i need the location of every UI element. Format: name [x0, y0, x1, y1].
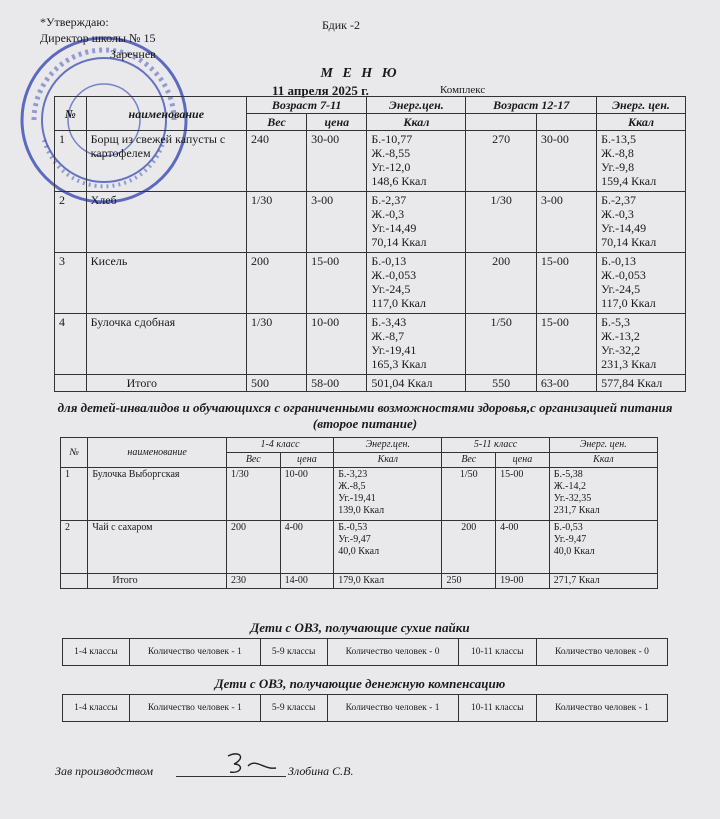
total-kcal2: 271,7 Ккал	[549, 574, 657, 589]
nutrient-line: Уг.-12,0	[371, 160, 411, 174]
nutrient-line: Б.-10,77	[371, 132, 413, 146]
row-num: 4	[55, 314, 87, 375]
grade-cell: 1-4 классы	[63, 695, 130, 722]
row-name: Булочка Выборгская	[88, 468, 227, 521]
row-weight1: 1/30	[246, 314, 306, 375]
table-row	[63, 639, 668, 666]
col-price1: цена	[307, 114, 367, 131]
count-cell: Количество человек - 1	[327, 695, 458, 722]
row-name: Чай с сахаром	[88, 521, 227, 574]
total-kcal2: 577,84 Ккал	[597, 375, 686, 392]
table-row	[55, 314, 686, 375]
row-num: 1	[61, 468, 88, 521]
nutrient-line: 40,0 Ккал	[553, 546, 595, 557]
row-num: 2	[61, 521, 88, 574]
compensation-title: Дети с ОВЗ, получающие денежную компенсацию	[214, 676, 506, 691]
row-price1: 30-00	[307, 131, 367, 192]
count-cell: Количество человек - 0	[536, 639, 667, 666]
row-price2: 3-00	[536, 192, 596, 253]
nutrient-line: Ж.-8,8	[601, 146, 634, 160]
nutrient-line: 70,14 Ккал	[371, 235, 427, 249]
row-weight2: 1/50	[466, 314, 536, 375]
total-price1: 14-00	[280, 574, 334, 589]
dry-rations-table	[62, 638, 668, 666]
total-weight2: 550	[466, 375, 536, 392]
nutrient-line: Б.-0,53	[338, 522, 368, 533]
row-weight1: 1/30	[226, 468, 280, 521]
col-energy1: Энерг.цен.	[334, 438, 442, 453]
table-row	[63, 695, 668, 722]
nutrient-line: Ж.-14,2	[553, 481, 586, 492]
nutrient-line: Б.-3,43	[371, 315, 407, 329]
nutrient-line: Ж.-0,053	[371, 268, 417, 282]
total-kcal1: 501,04 Ккал	[367, 375, 466, 392]
total-label: Итого	[88, 574, 227, 589]
compensation-table	[62, 694, 668, 722]
col-num: №	[55, 97, 87, 131]
approve-label: *Утверждаю:	[40, 15, 109, 29]
nutrient-line: Уг.-9,47	[338, 534, 371, 545]
nutrient-line: Б.-2,37	[371, 193, 407, 207]
col-num: №	[61, 438, 88, 468]
col-weight2	[466, 114, 536, 131]
total-price1: 58-00	[307, 375, 367, 392]
col-energy2: Энерг. цен.	[549, 438, 657, 453]
footer-role: Зав производством	[55, 764, 154, 778]
nutrient-line: Ж.-13,2	[601, 329, 640, 343]
nutrient-line: 159,4 Ккал	[601, 174, 657, 188]
row-energy1	[367, 192, 466, 253]
col-weight2: Вес	[442, 453, 496, 468]
col-name: наименование	[86, 97, 246, 131]
director-name: Заречнев	[110, 47, 156, 61]
row-price1: 3-00	[307, 192, 367, 253]
col-name: наименование	[88, 438, 227, 468]
nutrient-line: Б.-0,13	[601, 254, 636, 268]
nutrient-line: Уг.-9,47	[553, 534, 587, 545]
nutrient-line: 165,3 Ккал	[371, 357, 427, 371]
total-weight1: 500	[246, 375, 306, 392]
nutrient-line: Уг.-19,41	[371, 343, 417, 357]
row-energy2	[549, 521, 657, 574]
total-price2: 19-00	[496, 574, 550, 589]
approve-block	[40, 14, 156, 46]
nutrient-line: Б.-5,3	[601, 315, 630, 329]
nutrient-line: Уг.-32,2	[601, 343, 641, 357]
footer-signatory: Злобина С.В.	[288, 764, 354, 778]
total-price2: 63-00	[536, 375, 596, 392]
nutrient-line: Б.-2,37	[601, 193, 636, 207]
row-name: Булочка сдобная	[86, 314, 246, 375]
nutrient-line: Б.-13,5	[601, 132, 636, 146]
col-price1: цена	[280, 453, 334, 468]
row-weight2: 200	[466, 253, 536, 314]
row-weight1: 1/30	[246, 192, 306, 253]
handwritten-signature	[220, 748, 280, 778]
col-kcal2: Ккал	[597, 114, 686, 131]
row-weight2: 270	[466, 131, 536, 192]
total-label: Итого	[86, 375, 246, 392]
row-num: 3	[55, 253, 87, 314]
row-energy2	[597, 314, 686, 375]
table-total-row	[55, 375, 686, 392]
table-total-row	[61, 574, 658, 589]
nutrient-line: Б.-0,13	[371, 254, 407, 268]
main-menu-table	[54, 96, 686, 392]
nutrient-line: Ж.-8,5	[338, 481, 366, 492]
row-energy2	[597, 253, 686, 314]
nutrient-line: Уг.-9,8	[601, 160, 635, 174]
complex-label: Комплекс	[440, 84, 486, 96]
row-weight2: 1/50	[442, 468, 496, 521]
row-energy2	[597, 192, 686, 253]
nutrient-line: Б.-3,23	[338, 469, 368, 480]
row-name: Борщ из свежей капусты с картофелем	[86, 131, 246, 192]
nutrient-line: Ж.-0,053	[601, 268, 646, 282]
nutrient-line: Ж.-0,3	[601, 207, 634, 221]
count-cell: Количество человек - 1	[129, 695, 260, 722]
row-price1: 4-00	[280, 521, 334, 574]
table-row	[55, 192, 686, 253]
nutrient-line: 40,0 Ккал	[338, 546, 380, 557]
col-kcal1: Ккал	[367, 114, 466, 131]
nutrient-line: Уг.-24,5	[601, 282, 641, 296]
row-price1: 15-00	[307, 253, 367, 314]
col-energy1: Энерг.цен.	[367, 97, 466, 114]
col-weight1: Вес	[246, 114, 306, 131]
count-cell: Количество человек - 1	[536, 695, 667, 722]
nutrient-line: Ж.-8,7	[371, 329, 405, 343]
blank-number: Бдик -2	[322, 18, 360, 32]
col-age2: Возраст 12-17	[466, 97, 597, 114]
nutrient-line: Уг.-14,49	[371, 221, 417, 235]
table-row	[55, 253, 686, 314]
nutrient-line: 117,0 Ккал	[601, 296, 656, 310]
row-price2: 4-00	[496, 521, 550, 574]
col-kcal2: Ккал	[549, 453, 657, 468]
col-grade1: 1-4 класс	[226, 438, 333, 453]
row-energy1	[334, 468, 442, 521]
row-price2: 30-00	[536, 131, 596, 192]
row-price2: 15-00	[536, 314, 596, 375]
col-price2	[536, 114, 596, 131]
row-weight1: 240	[246, 131, 306, 192]
nutrient-line: 148,6 Ккал	[371, 174, 427, 188]
nutrient-line: Б.-0,53	[553, 522, 583, 533]
row-price1: 10-00	[307, 314, 367, 375]
row-price2: 15-00	[536, 253, 596, 314]
table-row	[55, 131, 686, 192]
total-weight1: 230	[226, 574, 280, 589]
col-weight1: Вес	[226, 453, 280, 468]
row-price1: 10-00	[280, 468, 334, 521]
second-meal-body	[61, 468, 658, 574]
row-weight2: 1/30	[466, 192, 536, 253]
grade-cell: 10-11 классы	[458, 639, 536, 666]
nutrient-line: 231,7 Ккал	[553, 505, 600, 516]
second-meal-note: для детей-инвалидов и обучающихся с ограниченными возможностями здоровья,с организацией питания (второе питание)	[57, 400, 673, 431]
total-kcal1: 179,0 Ккал	[334, 574, 442, 589]
grade-cell: 1-4 классы	[63, 639, 130, 666]
row-weight2: 200	[442, 521, 496, 574]
menu-title: М Е Н Ю	[320, 66, 400, 81]
row-energy2	[549, 468, 657, 521]
table-row	[61, 521, 658, 574]
total-weight2: 250	[442, 574, 496, 589]
row-num: 1	[55, 131, 87, 192]
row-name: Хлеб	[86, 192, 246, 253]
nutrient-line: Уг.-19,41	[338, 493, 376, 504]
nutrient-line: Уг.-24,5	[371, 282, 411, 296]
col-price2: цена	[496, 453, 550, 468]
row-name: Кисель	[86, 253, 246, 314]
row-energy2	[597, 131, 686, 192]
table-row	[61, 468, 658, 521]
nutrient-line: 231,3 Ккал	[601, 357, 657, 371]
row-energy1	[367, 131, 466, 192]
row-energy1	[367, 253, 466, 314]
col-kcal1: Ккал	[334, 453, 442, 468]
row-price2: 15-00	[496, 468, 550, 521]
col-grade2: 5-11 класс	[442, 438, 549, 453]
director-title: Директор школы № 15	[40, 31, 156, 45]
nutrient-line: Ж.-0,3	[371, 207, 405, 221]
main-menu-body	[55, 131, 686, 375]
second-meal-table	[60, 437, 658, 589]
nutrient-line: Уг.-14,49	[601, 221, 647, 235]
dry-rations-title: Дети с ОВЗ, получающие сухие пайки	[250, 620, 470, 635]
table-header-row	[61, 438, 658, 453]
grade-cell: 5-9 классы	[260, 639, 327, 666]
nutrient-line: 139,0 Ккал	[338, 505, 385, 516]
row-energy1	[334, 521, 442, 574]
table-header-row	[55, 97, 686, 114]
nutrient-line: 117,0 Ккал	[371, 296, 427, 310]
menu-date: 11 апреля 2025 г.	[272, 83, 369, 98]
row-energy1	[367, 314, 466, 375]
nutrient-line: Уг.-32,35	[553, 493, 592, 504]
count-cell: Количество человек - 0	[327, 639, 458, 666]
nutrient-line: Б.-5,38	[553, 469, 583, 480]
count-cell: Количество человек - 1	[129, 639, 260, 666]
col-age1: Возраст 7-11	[246, 97, 366, 114]
grade-cell: 10-11 классы	[458, 695, 536, 722]
nutrient-line: 70,14 Ккал	[601, 235, 657, 249]
row-weight1: 200	[226, 521, 280, 574]
col-energy2: Энерг. цен.	[597, 97, 686, 114]
row-weight1: 200	[246, 253, 306, 314]
row-num: 2	[55, 192, 87, 253]
grade-cell: 5-9 классы	[260, 695, 327, 722]
nutrient-line: Ж.-8,55	[371, 146, 411, 160]
